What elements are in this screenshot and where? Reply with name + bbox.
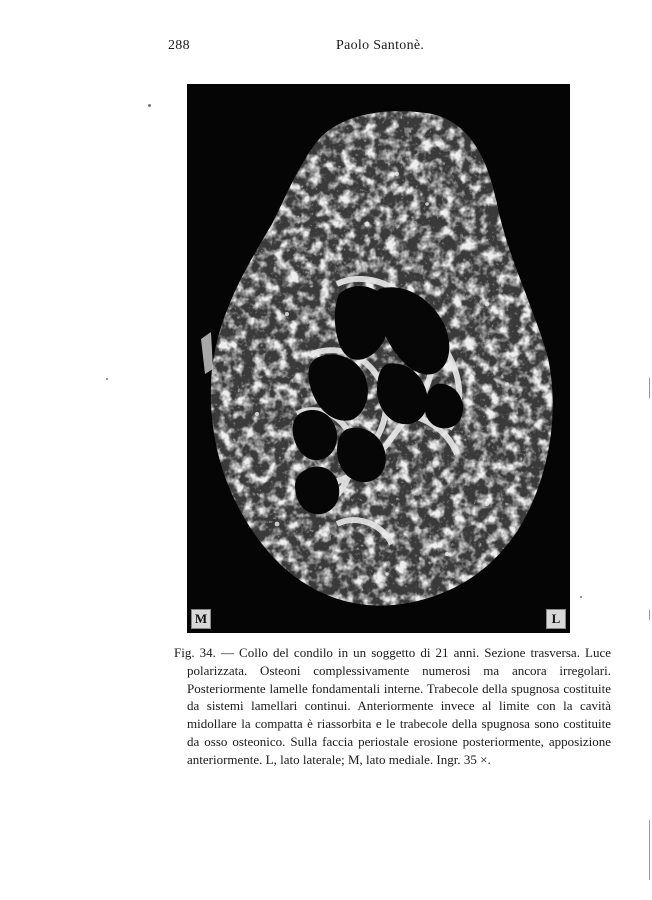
page-number: 288 <box>168 38 190 53</box>
bone-section-image <box>187 84 570 633</box>
scan-speck <box>106 378 108 380</box>
scan-speck <box>148 104 151 107</box>
label-lateral: L <box>546 609 566 629</box>
page-header <box>168 38 608 58</box>
scan-edge-line <box>649 610 650 620</box>
caption-text: Fig. 34. — Collo del condilo in un soggetto di 21 anni. Sezione trasversa. Luce polarizzata. Osteoni complessivamente numerosi ma ancora irregolari. Posteriormente lamelle fondamentali interne. Trabecole della spugnosa costituite da sistemi lamellari continui. Anteriormente invece al limite con la cavità midollare la compatta è riassorbita e le trabecole della spugnosa sono costituite da osso osteonico. Sulla faccia periostale erosione posteriormente, apposizione anteriormente. L, lato laterale; M, lato mediale. Ingr. 35 ×. <box>174 645 611 767</box>
scan-edge-line <box>649 820 650 880</box>
micrograph-figure <box>187 84 570 633</box>
scan-speck <box>580 596 582 598</box>
label-medial: M <box>191 609 211 629</box>
running-head: Paolo Santonè. <box>336 38 425 53</box>
figure-caption <box>174 644 611 769</box>
scan-edge-line <box>649 378 650 398</box>
